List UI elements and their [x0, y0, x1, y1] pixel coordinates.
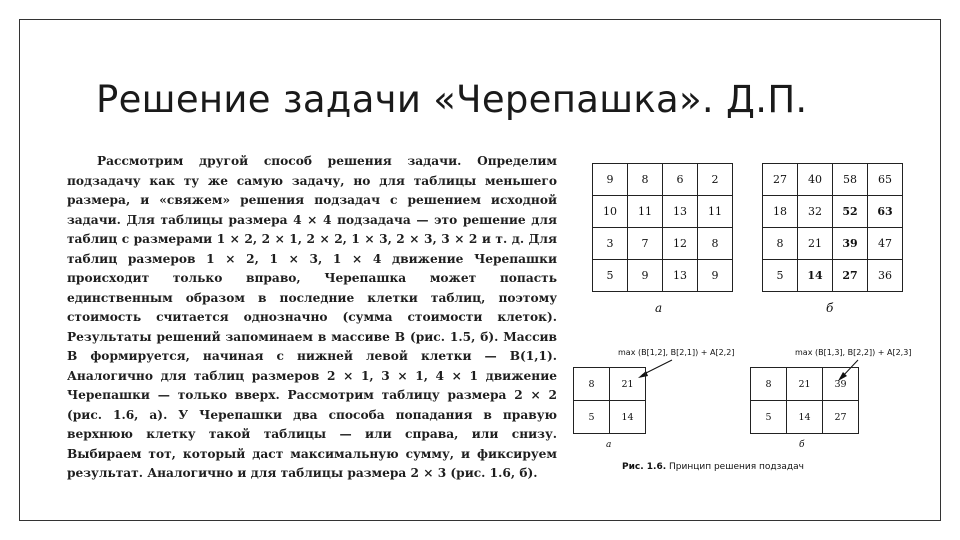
- figure-1-5-label-a: а: [655, 301, 663, 315]
- table-cell: 9: [628, 260, 663, 292]
- figure-1-5-label-b: б: [826, 301, 834, 315]
- table-cell: 5: [751, 401, 787, 434]
- table-cell: 8: [763, 228, 798, 260]
- table-cell: 9: [698, 260, 733, 292]
- table-cell: 36: [868, 260, 903, 292]
- table-row: [574, 368, 646, 401]
- table-cell: 63: [868, 196, 903, 228]
- table-cell: 32: [798, 196, 833, 228]
- table-cell: 58: [833, 164, 868, 196]
- table-cell: 14: [787, 401, 823, 434]
- table-row: [751, 368, 859, 401]
- table-cell: 8: [574, 368, 610, 401]
- table-cell: 18: [763, 196, 798, 228]
- table-cell: 65: [868, 164, 903, 196]
- table-cell: 12: [663, 228, 698, 260]
- figure-1-6-formula-b: max (B[1,3], B[2,2]) + A[2,3]: [795, 348, 912, 357]
- table-cell: 52: [833, 196, 868, 228]
- table-cell: 27: [763, 164, 798, 196]
- table-cell: 21: [798, 228, 833, 260]
- table-cell: 3: [593, 228, 628, 260]
- paragraph-text: Рассмотрим другой способ решения задачи. Определим подзадачу как ту же самую задачу, но для таблицы меньшего размера, и «свяжем» решения подзадач с решением исходной задачи. Для таблицы размера 4 × 4 подзадача — это решение для таблиц с размерами 1 × 2, 2 × 1, 2 × 2, 1 × 3, 2 × 3, 3 × 2 и т. д. Для таблиц размеров 1 × 2, 1 × 3, 1 × 4 движение Черепашки происходит только вправо, Черепашка может попасть единственным образом в последние клетки таблиц, поэтому стоимость считается однозначно (сумма стоимости клеток). Результаты решений запоминаем в массиве B (рис. 1.5, б). Массив B формируется, начиная с нижней левой клетки — B(1,1). Аналогично для таблиц размеров 2 × 1, 3 × 1, 4 × 1 движение Черепашки — только вверх. Рассмотрим таблицу размера 2 × 2 (рис. 1.6, а). У Черепашки два способа попадания в правую верхнюю клетку такой таблицы — или справа, или снизу. Выбираем тот, который даст максимальную сумму, и фиксируем результат. Аналогично и для таблицы размера 2 × 3 (рис. 1.6, б).: [67, 154, 557, 480]
- figure-1-6-caption: [622, 462, 804, 472]
- table-cell: 39: [833, 228, 868, 260]
- table-cell: 21: [610, 368, 646, 401]
- table-cell: 8: [751, 368, 787, 401]
- slide-title: Решение задачи «Черепашка». Д.П.: [96, 78, 808, 121]
- table-cell: 13: [663, 196, 698, 228]
- table-cell: 39: [823, 368, 859, 401]
- figure-1-6-formula-a: max (B[1,2], B[2,1]) + A[2,2]: [618, 348, 735, 357]
- table-cell: 14: [610, 401, 646, 434]
- figure-1-6-table-b: [750, 367, 859, 434]
- table-cell: 14: [798, 260, 833, 292]
- table-cell: 5: [593, 260, 628, 292]
- table-cell: 7: [628, 228, 663, 260]
- table-row: [574, 401, 646, 434]
- table-cell: 47: [868, 228, 903, 260]
- table-cell: 10: [593, 196, 628, 228]
- table-cell: 21: [787, 368, 823, 401]
- figure-1-6-table-a: [573, 367, 646, 434]
- table-cell: 11: [698, 196, 733, 228]
- table-cell: 8: [698, 228, 733, 260]
- table-cell: 5: [763, 260, 798, 292]
- table-cell: 5: [574, 401, 610, 434]
- caption-text: Принцип решения подзадач: [669, 462, 804, 472]
- table-cell: 2: [698, 164, 733, 196]
- table-cell: 11: [628, 196, 663, 228]
- table-cell: 40: [798, 164, 833, 196]
- table-cell: 9: [593, 164, 628, 196]
- table-cell: 13: [663, 260, 698, 292]
- table-row: [751, 401, 859, 434]
- table-cell: 27: [833, 260, 868, 292]
- caption-number: Рис. 1.6.: [622, 462, 667, 472]
- figure-1-6-label-a: а: [606, 440, 612, 450]
- table-cell: 8: [628, 164, 663, 196]
- table-cell: 6: [663, 164, 698, 196]
- table-cell: 27: [823, 401, 859, 434]
- figure-1-6-label-b: б: [799, 440, 805, 450]
